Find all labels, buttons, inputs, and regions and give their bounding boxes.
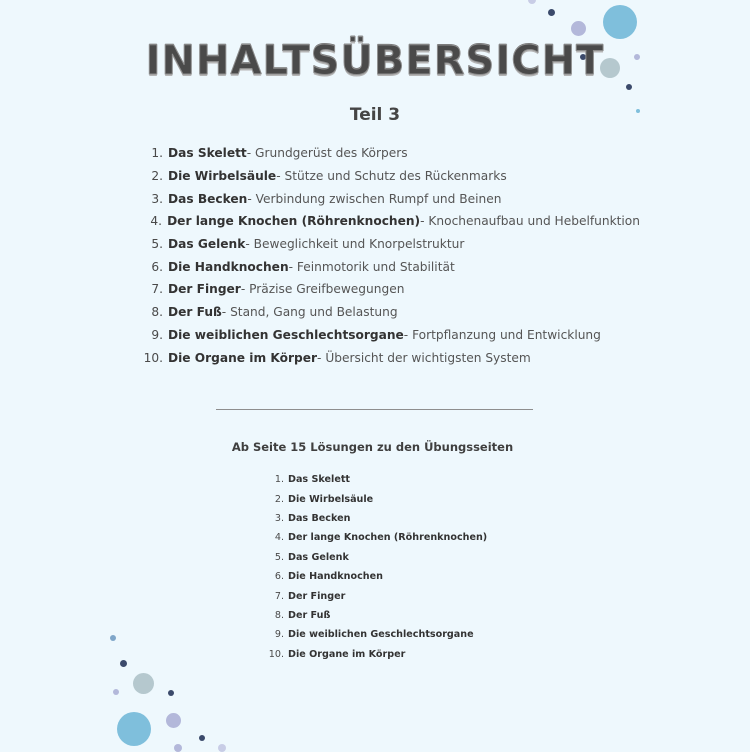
solution-item [262,645,562,664]
decor-bubble [199,735,205,741]
decor-bubble [117,712,151,746]
page-title: INHALTSÜBERSICHT [145,38,605,84]
decor-bubble [113,689,119,695]
toc-title: Der Finger [168,282,241,297]
solution-number: 4. [274,532,284,544]
solution-number: 6. [274,571,284,583]
toc-item [140,187,640,210]
solution-item [262,470,562,489]
table-of-contents [140,142,640,369]
toc-title: Das Skelett [168,146,247,161]
solution-item [262,528,562,547]
decor-bubble [571,21,586,36]
toc-description: - Stütze und Schutz des Rückenmarks [276,169,507,184]
toc-description: - Verbindung zwischen Rumpf und Beinen [247,191,502,206]
toc-number: 2. [151,169,163,184]
solution-number: 10. [268,648,284,660]
decor-bubble [218,744,226,752]
toc-description: - Präzise Greifbewegungen [240,282,405,297]
toc-description: - Fortpflanzung und Entwicklung [403,327,601,342]
toc-item [140,278,640,301]
decor-bubble [626,84,632,90]
toc-item [140,165,640,188]
toc-title: Die Organe im Körper [168,350,318,365]
decor-bubble [603,5,637,39]
decor-bubble [133,673,154,694]
toc-title: Das Gelenk [168,237,246,252]
toc-item [140,346,640,369]
toc-number: 7. [151,282,163,297]
solution-number: 2. [274,493,284,505]
solution-title: Die weiblichen Geschlechtsorgane [288,629,474,641]
solutions-heading: Ab Seite 15 Lösungen zu den Übungsseiten [231,440,514,454]
toc-description: - Stand, Gang und Belastung [221,305,398,320]
toc-description: - Feinmotorik und Stabilität [288,259,455,274]
toc-description: - Beweglichkeit und Knorpelstruktur [245,237,465,252]
toc-description: - Grundgerüst des Körpers [246,146,408,161]
solution-title: Die Handknochen [288,571,383,583]
toc-title: Das Becken [168,191,248,206]
solution-title: Der Finger [288,590,346,602]
solution-number: 8. [274,609,284,621]
toc-number: 10. [143,350,163,365]
decor-bubble [548,9,555,16]
solution-number: 9. [274,629,284,641]
solution-number: 1. [274,474,284,486]
solution-title: Das Skelett [288,474,350,486]
decor-bubble [528,0,536,4]
toc-number: 1. [151,146,163,161]
solution-number: 7. [274,590,284,602]
solution-item [262,509,562,528]
toc-description: - Knochenaufbau und Hebelfunktion [420,214,640,229]
decor-bubble [168,690,174,696]
decor-bubble [110,635,116,641]
solution-item [262,567,562,586]
toc-description: - Übersicht der wichtigsten System [317,350,531,365]
solutions-list [262,470,562,664]
solution-number: 5. [274,551,284,563]
toc-item [140,255,640,278]
toc-item [140,301,640,324]
solution-title: Der Fuß [288,609,331,621]
toc-number: 8. [151,305,163,320]
decor-bubble [166,713,181,728]
toc-title: Die Handknochen [168,259,289,274]
solution-title: Die Organe im Körper [288,648,406,660]
toc-title: Der Fuß [168,305,222,320]
toc-title: Die Wirbelsäule [168,169,277,184]
solution-item [262,606,562,625]
toc-number: 4. [150,214,163,229]
solution-item [262,586,562,605]
toc-title: Der lange Knochen (Röhrenknochen) [167,214,421,229]
toc-item [140,324,640,347]
toc-number: 3. [151,191,163,206]
page-subtitle: Teil 3 [349,105,401,125]
toc-number: 6. [151,259,163,274]
toc-number: 9. [151,327,163,342]
solution-item [262,625,562,644]
toc-number: 5. [151,237,163,252]
solution-title: Die Wirbelsäule [288,493,374,505]
solution-number: 3. [274,512,284,524]
solution-item [262,548,562,567]
solution-title: Das Gelenk [288,551,349,563]
toc-item [140,210,640,233]
toc-title: Die weiblichen Geschlechtsorgane [168,327,404,342]
decor-bubble [174,744,182,752]
toc-item [140,233,640,256]
toc-item [140,142,640,165]
solution-item [262,489,562,508]
solution-title: Das Becken [288,512,351,524]
section-divider [216,409,533,410]
solution-title: Der lange Knochen (Röhrenknochen) [288,532,488,544]
decor-bubble [120,660,127,667]
